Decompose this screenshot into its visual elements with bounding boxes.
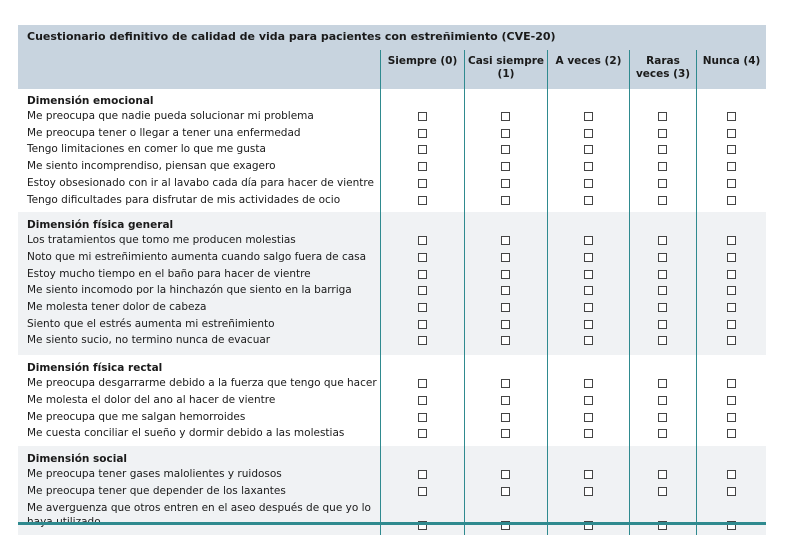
question-text: Me preocupa desgarrarme debido a la fuerza que tengo que hacer (27, 377, 377, 390)
question-row (18, 249, 378, 266)
checkbox-casi-siempre[interactable] (501, 270, 510, 279)
question-row (18, 266, 378, 283)
checkbox-siempre[interactable] (418, 429, 427, 438)
checkbox-raras-veces[interactable] (658, 162, 667, 171)
checkbox-siempre[interactable] (418, 162, 427, 171)
checkbox-a-veces[interactable] (584, 236, 593, 245)
checkbox-nunca[interactable] (727, 379, 736, 388)
checkbox-nunca[interactable] (727, 429, 736, 438)
checkbox-casi-siempre[interactable] (501, 429, 510, 438)
checkbox-nunca[interactable] (727, 253, 736, 262)
column-header-nunca: Nunca (4) (696, 50, 766, 89)
checkbox-nunca[interactable] (727, 336, 736, 345)
section-title: Dimensión física general (27, 219, 174, 232)
checkbox-siempre[interactable] (418, 196, 427, 205)
checkbox-nunca[interactable] (727, 162, 736, 171)
checkbox-siempre[interactable] (418, 253, 427, 262)
checkbox-siempre[interactable] (418, 286, 427, 295)
checkbox-siempre[interactable] (418, 379, 427, 388)
question-row (18, 375, 378, 392)
checkbox-a-veces[interactable] (584, 253, 593, 262)
checkbox-siempre[interactable] (418, 470, 427, 479)
question-text: Me preocupa que me salgan hemorroides (27, 410, 246, 423)
checkbox-nunca[interactable] (727, 236, 736, 245)
checkbox-nunca[interactable] (727, 179, 736, 188)
checkbox-raras-veces[interactable] (658, 253, 667, 262)
checkbox-raras-veces[interactable] (658, 236, 667, 245)
checkbox-casi-siempre[interactable] (501, 336, 510, 345)
column-headers (18, 50, 766, 89)
question-text: Tengo dificultades para disfrutar de mis actividades de ocio (27, 193, 341, 206)
checkbox-casi-siempre[interactable] (501, 145, 510, 154)
checkbox-a-veces[interactable] (584, 429, 593, 438)
checkbox-casi-siempre[interactable] (501, 112, 510, 121)
checkbox-siempre[interactable] (418, 487, 427, 496)
checkbox-raras-veces[interactable] (658, 413, 667, 422)
checkbox-a-veces[interactable] (584, 270, 593, 279)
checkbox-casi-siempre[interactable] (501, 253, 510, 262)
checkbox-a-veces[interactable] (584, 112, 593, 121)
question-row (18, 332, 378, 349)
checkbox-casi-siempre[interactable] (501, 286, 510, 295)
checkbox-a-veces[interactable] (584, 487, 593, 496)
question-row (18, 299, 378, 316)
question-row (18, 316, 378, 333)
checkbox-nunca[interactable] (727, 396, 736, 405)
question-text: Me preocupa tener gases malolientes y ruidosos (27, 467, 282, 480)
checkbox-casi-siempre[interactable] (501, 379, 510, 388)
checkbox-casi-siempre[interactable] (501, 487, 510, 496)
question-row (18, 499, 378, 531)
section-title: Dimensión emocional (27, 95, 154, 107)
checkbox-nunca[interactable] (727, 196, 736, 205)
checkbox-casi-siempre[interactable] (501, 129, 510, 138)
question-text: Me molesta tener dolor de cabeza (27, 301, 207, 314)
checkbox-casi-siempre[interactable] (501, 320, 510, 329)
column-header-raras-veces: Raras veces (3) (629, 50, 696, 89)
question-row (18, 282, 378, 299)
checkbox-raras-veces[interactable] (658, 379, 667, 388)
checkbox-siempre[interactable] (418, 129, 427, 138)
checkbox-siempre[interactable] (418, 413, 427, 422)
checkbox-raras-veces[interactable] (658, 179, 667, 188)
question-text: Me siento incomprendiso, piensan que exagero (27, 160, 276, 173)
checkbox-a-veces[interactable] (584, 303, 593, 312)
section-3 (18, 355, 766, 446)
question-text: Siento que el estrés aumenta mi estreñimiento (27, 317, 275, 330)
question-text: Me preocupa tener o llegar a tener una enfermedad (27, 126, 301, 139)
checkbox-siempre[interactable] (418, 320, 427, 329)
checkbox-a-veces[interactable] (584, 396, 593, 405)
checkbox-a-veces[interactable] (584, 320, 593, 329)
checkbox-nunca[interactable] (727, 270, 736, 279)
question-text: Estoy obsesionado con ir al lavabo cada día para hacer de vientre (27, 176, 374, 189)
question-row (18, 466, 378, 483)
question-text: Estoy mucho tiempo en el baño para hacer de vientre (27, 267, 311, 280)
checkbox-raras-veces[interactable] (658, 112, 667, 121)
checkbox-raras-veces[interactable] (658, 320, 667, 329)
question-row (18, 175, 378, 192)
checkbox-a-veces[interactable] (584, 413, 593, 422)
checkbox-nunca[interactable] (727, 303, 736, 312)
checkbox-a-veces[interactable] (584, 162, 593, 171)
checkbox-casi-siempre[interactable] (501, 413, 510, 422)
checkbox-casi-siempre[interactable] (501, 470, 510, 479)
checkbox-a-veces[interactable] (584, 179, 593, 188)
checkbox-siempre[interactable] (418, 270, 427, 279)
checkbox-a-veces[interactable] (584, 129, 593, 138)
checkbox-casi-siempre[interactable] (501, 396, 510, 405)
section-2 (18, 212, 766, 355)
question-row (18, 108, 378, 125)
checkbox-siempre[interactable] (418, 396, 427, 405)
checkbox-a-veces[interactable] (584, 145, 593, 154)
checkbox-casi-siempre[interactable] (501, 303, 510, 312)
checkbox-casi-siempre[interactable] (501, 179, 510, 188)
checkbox-a-veces[interactable] (584, 470, 593, 479)
checkbox-raras-veces[interactable] (658, 129, 667, 138)
checkbox-a-veces[interactable] (584, 379, 593, 388)
section-title: Dimensión social (27, 452, 128, 465)
question-text: Me cuesta conciliar el sueño y dormir debido a las molestias (27, 427, 345, 440)
table-header (18, 25, 766, 89)
checkbox-nunca[interactable] (727, 286, 736, 295)
question-text: Me siento incomodo por la hinchazón que siento en la barriga (27, 284, 352, 297)
checkbox-nunca[interactable] (727, 145, 736, 154)
question-row (18, 425, 378, 442)
checkbox-raras-veces[interactable] (658, 336, 667, 345)
checkbox-a-veces[interactable] (584, 196, 593, 205)
question-text: Me siento sucio, no termino nunca de evacuar (27, 334, 271, 347)
column-header-a-veces: A veces (2) (547, 50, 629, 89)
checkbox-siempre[interactable] (418, 145, 427, 154)
checkbox-nunca[interactable] (727, 320, 736, 329)
checkbox-raras-veces[interactable] (658, 145, 667, 154)
checkbox-siempre[interactable] (418, 303, 427, 312)
bottom-rule (18, 522, 766, 525)
question-row (18, 409, 378, 426)
checkbox-a-veces[interactable] (584, 286, 593, 295)
checkbox-nunca[interactable] (727, 129, 736, 138)
sections (18, 89, 766, 535)
questionnaire (18, 25, 766, 535)
page-title: Cuestionario definitivo de calidad de vida para pacientes con estreñimiento (CVE-20) (27, 30, 556, 43)
column-header-casi-siempre: Casi siempre (1) (464, 50, 547, 89)
checkbox-nunca[interactable] (727, 413, 736, 422)
checkbox-raras-veces[interactable] (658, 270, 667, 279)
checkbox-nunca[interactable] (727, 487, 736, 496)
question-text: Me preocupa que nadie pueda solucionar mi problema (27, 110, 314, 122)
checkbox-raras-veces[interactable] (658, 470, 667, 479)
checkbox-raras-veces[interactable] (658, 396, 667, 405)
section-title: Dimensión física rectal (27, 362, 163, 375)
question-row (18, 232, 378, 249)
question-row (18, 483, 378, 500)
checkbox-raras-veces[interactable] (658, 196, 667, 205)
checkbox-siempre[interactable] (418, 112, 427, 121)
question-row (18, 158, 378, 175)
question-row (18, 125, 378, 142)
question-text: Me averguenza que otros entren en el aseo después de que yo lo (27, 502, 371, 515)
question-row (18, 392, 378, 409)
checkbox-siempre[interactable] (418, 179, 427, 188)
checkbox-raras-veces[interactable] (658, 487, 667, 496)
checkbox-siempre[interactable] (418, 336, 427, 345)
question-row (18, 192, 378, 209)
checkbox-casi-siempre[interactable] (501, 236, 510, 245)
question-text: Me molesta el dolor del ano al hacer de vientre (27, 393, 276, 406)
checkbox-nunca[interactable] (727, 470, 736, 479)
question-text: Tengo limitaciones en comer lo que me gusta (27, 143, 266, 156)
checkbox-a-veces[interactable] (584, 336, 593, 345)
section-1 (18, 89, 766, 212)
checkbox-casi-siempre[interactable] (501, 196, 510, 205)
question-text: Noto que mi estreñimiento aumenta cuando salgo fuera de casa (27, 250, 367, 263)
question-text: Me preocupa tener que depender de los laxantes (27, 484, 286, 497)
checkbox-raras-veces[interactable] (658, 286, 667, 295)
checkbox-casi-siempre[interactable] (501, 162, 510, 171)
column-header-siempre: Siempre (0) (380, 50, 464, 89)
checkbox-nunca[interactable] (727, 112, 736, 121)
question-text: Los tratamientos que tomo me producen molestias (27, 234, 296, 247)
question-row (18, 141, 378, 158)
checkbox-raras-veces[interactable] (658, 303, 667, 312)
checkbox-raras-veces[interactable] (658, 429, 667, 438)
checkbox-siempre[interactable] (418, 236, 427, 245)
